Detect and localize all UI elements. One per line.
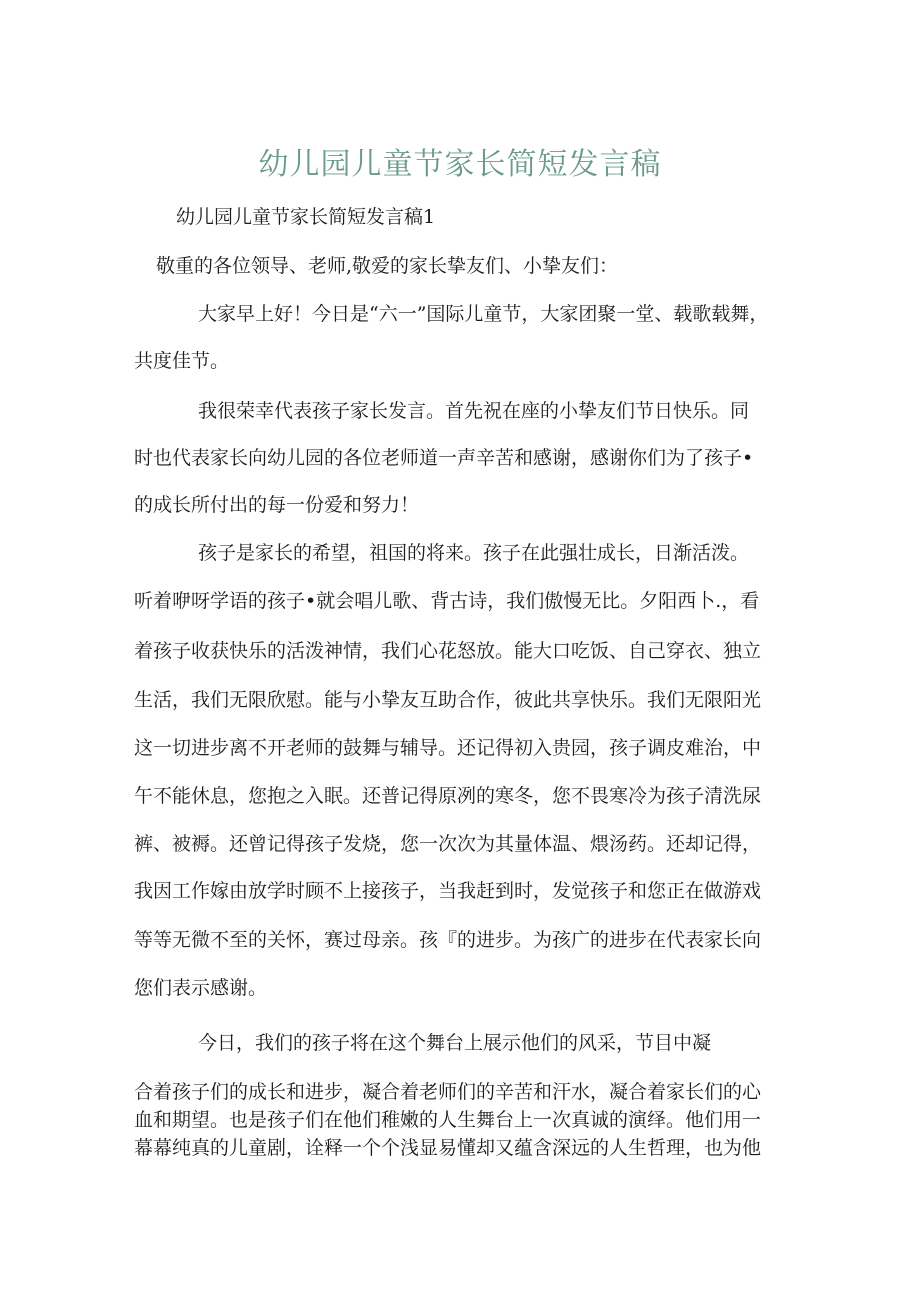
- paragraph-3-line-4: 生活，我们无限欣慰。能与小挚友互助合作，彼此共享快乐。我们无限阳光: [134, 689, 762, 711]
- paragraph-4-line-2: 合着孩子们的成长和进步，凝合着老师们的辛苦和汗水，凝合着家长们的心: [134, 1081, 762, 1103]
- paragraph-1-line-1: 大家早上好！今日是“六一”国际儿童节，大家团聚一堂、载歌载舞，: [198, 303, 769, 325]
- paragraph-3-line-6: 午不能休息，您抱之入眠。还普记得原冽的寒冬，您不畏寒冷为孩子清洗尿: [134, 785, 762, 807]
- paragraph-4-line-4: 幕幕纯真的儿童剧，诠释一个个浅显易懂却又蕴含深远的人生哲理，也为他: [134, 1137, 762, 1159]
- paragraph-3-line-2: 听着咿呀学语的孩子•就会唱儿歌、背古诗，我们傲慢无比。夕阳西卜.，看: [134, 590, 760, 612]
- paragraph-2-line-1: 我很荣幸代表孩子家长发言。首先祝在座的小挚友们节日快乐。同: [198, 400, 750, 422]
- paragraph-1-line-2: 共度佳节。: [134, 350, 230, 372]
- document-subtitle: 幼儿园儿童节家长简短发言稿1: [176, 206, 436, 228]
- paragraph-4-line-3: 血和期望。也是孩子们在他们稚嫩的人生舞台上一次真诚的演绎。他们用一: [134, 1109, 762, 1131]
- paragraph-3-line-3: 着孩子收获快乐的活泼神情，我们心花怒放。能大口吃饭、自己穿衣、独立: [134, 640, 762, 662]
- paragraph-2-line-3: 的成长所付出的每一份爱和努力！: [134, 494, 420, 516]
- paragraph-4-line-1: 今日，我们的孩子将在这个舞台上展示他们的风采，节目中凝: [198, 1032, 712, 1054]
- greeting-line: 敬重的各位领导、老师,敬爱的家长挚友们、小挚友们：: [156, 255, 619, 277]
- paragraph-3-line-8: 我因工作嫁由放学时顾不上接孩子，当我赶到时，发觉孩子和您正在做游戏: [134, 880, 762, 902]
- paragraph-3-line-9: 等等无微不至的关怀，赛过母亲。孩『的进步。为孩广的进步在代表家长向: [134, 929, 762, 951]
- paragraph-3-line-7: 裤、被褥。还曾记得孩子发烧，您一次次为其量体温、煨汤药。还却记得，: [134, 833, 762, 855]
- paragraph-3-line-10: 您们表示感谢。: [134, 977, 268, 999]
- paragraph-2-line-2: 时也代表家长向幼儿园的各位老师道一声辛苦和感谢，感谢你们为了孩子•: [134, 447, 754, 469]
- paragraph-3-line-1: 孩子是家长的希望，祖国的将来。孩子在此强壮成长，日渐活泼。: [198, 542, 750, 564]
- paragraph-3-line-5: 这一切进步离不开老师的鼓舞与辅导。还记得初入贵园，孩子调皮难治，中: [134, 737, 762, 759]
- document-title: 幼儿园儿童节家长简短发言稿: [258, 147, 662, 182]
